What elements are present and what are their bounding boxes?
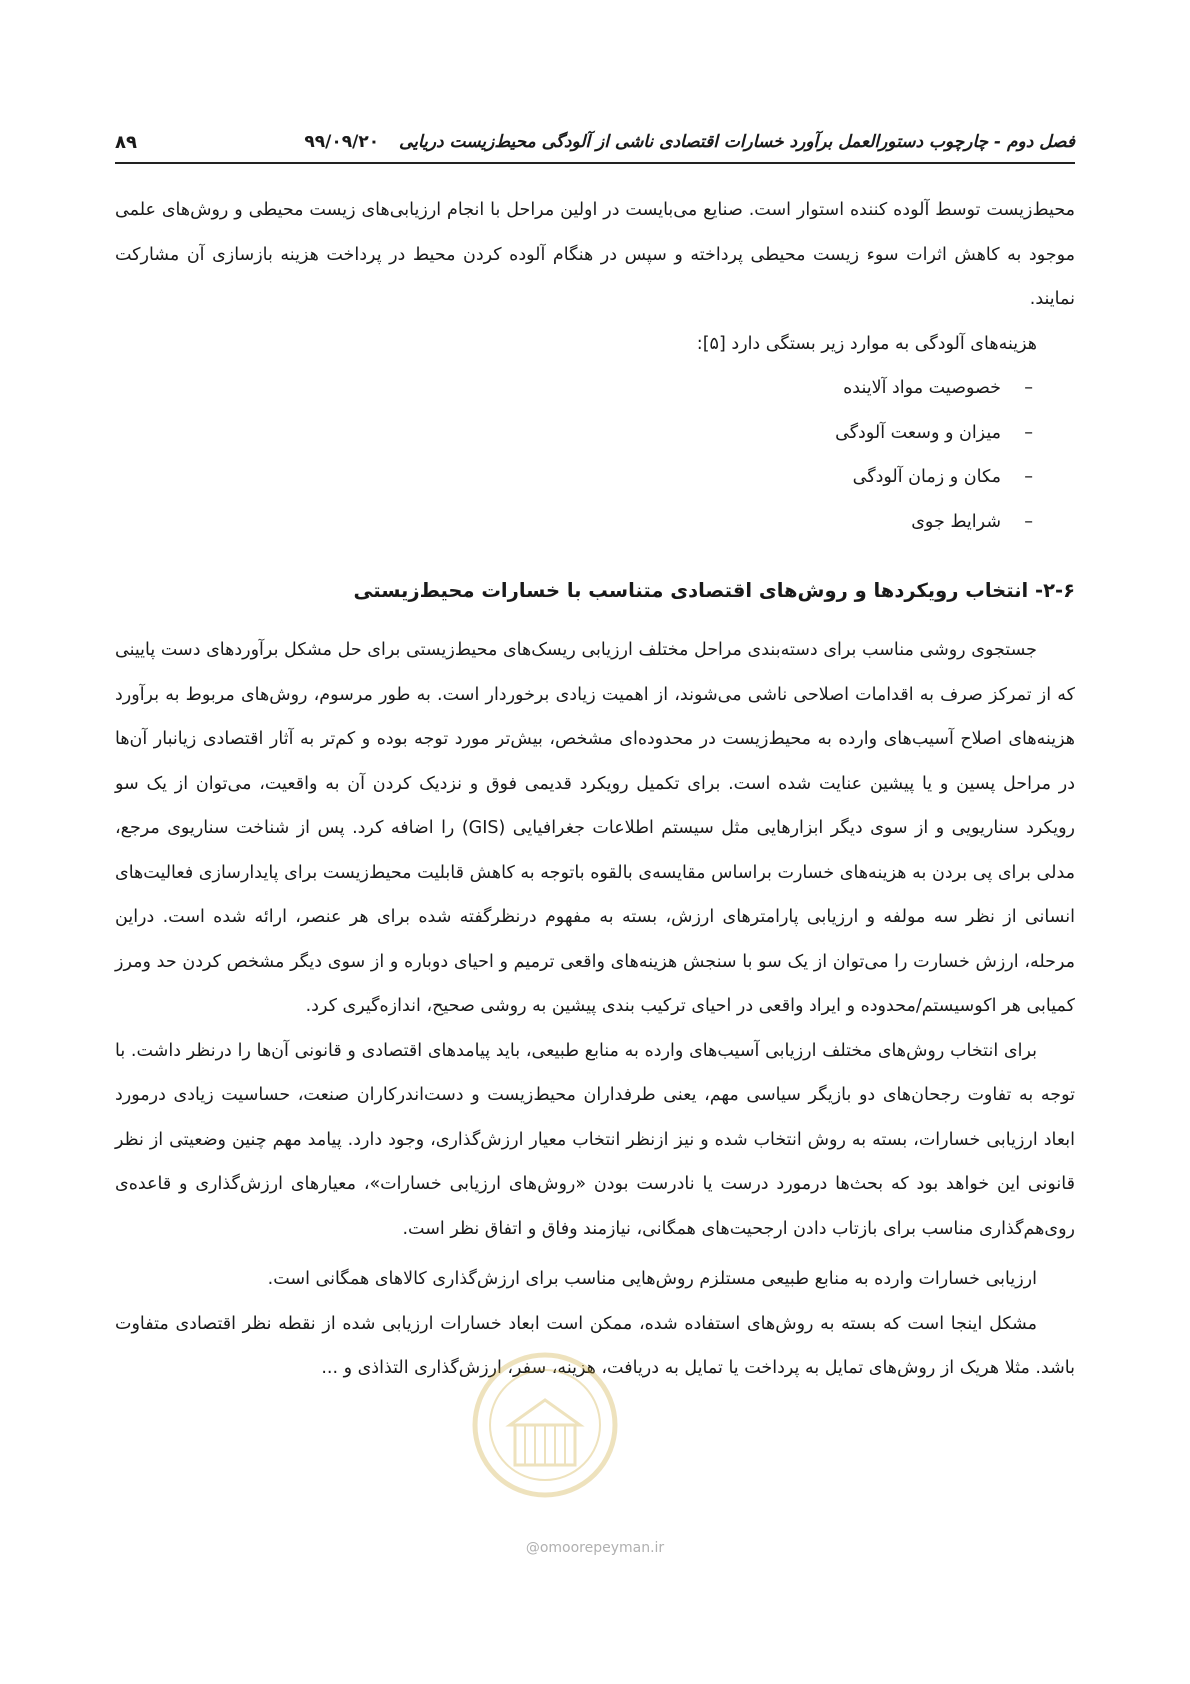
list-item bbox=[115, 366, 1033, 411]
list-item-text: مکان و زمان آلودگی bbox=[852, 467, 1001, 487]
list-lead: هزینه‌های آلودگی به موارد زیر بستگی دارد [۵]: bbox=[696, 333, 1037, 354]
section-heading: ۲-۶- انتخاب رویکردها و روش‌های اقتصادی متناسب با خسارات محیط‌زیستی bbox=[353, 579, 1075, 602]
body-paragraph: برای انتخاب روش‌های مختلف ارزیابی آسیب‌های وارده به منابع طبیعی، باید پیامدهای اقتصادی و قانونی آن‌ها را درنظر داشت. با توجه به تفاوت رجحان‌های دو بازیگر سیاسی مهم، یعنی طرفداران محیط‌زیست و دست‌اندرکاران صنعت، حساسیت زیادی درمورد ابعاد ارزیابی خسارات، بسته به روش انتخاب شده و نیز ازنظر انتخاب معیار ارزش‌گذاری، وجود دارد. پیامد مهم چنین وضعیتی از نظر قانونی این خواهد بود که بحث‌ها درمورد درست یا نادرست بودن «روش‌های ارزیابی خسارات»، معیارهای ارزش‌گذاری و قاعده‌ی روی‌هم‌گذاری مناسب برای بازتاب دادن ارجحیت‌های همگانی، نیازمند وفاق و اتفاق نظر است. bbox=[115, 1040, 1075, 1239]
watermark-url: @omoorepeyman.ir bbox=[525, 1540, 665, 1556]
cost-factor-list bbox=[115, 366, 1075, 544]
seal-watermark-icon bbox=[455, 1330, 635, 1530]
list-item bbox=[115, 411, 1033, 456]
chapter-title bbox=[304, 132, 1075, 152]
bullet-dash: – bbox=[1024, 422, 1033, 443]
list-item bbox=[115, 455, 1033, 500]
bullet-dash: – bbox=[1024, 467, 1033, 487]
body-paragraph: مشکل اینجا است که بسته به روش‌های استفاده شده، ممکن است ابعاد خسارات ارزیابی شده از نقطه نظر اقتصادی متفاوت باشد. مثلا هریک از روش‌های تمایل به پرداخت یا تمایل به دریافت، هزینه، سفر، ارزش‌گذاری التذاذی و ... bbox=[115, 1313, 1075, 1378]
page-number: ۸۹ bbox=[115, 132, 137, 153]
list-item-text: شرایط جوی bbox=[911, 511, 1001, 532]
body-paragraph: ارزیابی خسارات وارده به منابع طبیعی مستلزم روش‌هایی مناسب برای ارزش‌گذاری کالاهای همگانی است. bbox=[267, 1269, 1037, 1289]
chapter-title-text: فصل دوم - چارچوب دستورالعمل برآورد خسارات اقتصادی ناشی از آلودگی محیط‌زیست دریایی bbox=[399, 132, 1075, 152]
list-item-text: میزان و وسعت آلودگی bbox=[835, 422, 1001, 443]
bullet-dash: – bbox=[1024, 378, 1033, 398]
intro-paragraph: محیط‌زیست توسط آلوده کننده استوار است. صنایع می‌بایست در اولین مراحل با انجام ارزیابی‌های زیست محیطی و روش‌های علمی موجود به کاهش اثرات سوء زیست محیطی پرداخته و سپس در هنگام آلوده کردن محیط در پرداخت هزینه بازسازی آن مشارکت نمایند. bbox=[115, 200, 1075, 309]
header-date: ۹۹/۰۹/۲۰ bbox=[304, 132, 380, 152]
bullet-dash: – bbox=[1024, 511, 1033, 532]
list-item-text: خصوصیت مواد آلاینده bbox=[843, 378, 1001, 398]
running-header bbox=[115, 128, 1075, 164]
page-content bbox=[115, 188, 1075, 1391]
body-paragraph: جستجوی روشی مناسب برای دسته‌بندی مراحل مختلف ارزیابی ریسک‌های محیط‌زیستی برای حل مشکل برآوردهای دست پایینی که از تمرکز صرف به اقدامات اصلاحی ناشی می‌شوند، از اهمیت زیادی برخوردار است. به طور مرسوم، روش‌های مربوط به برآورد هزینه‌های اصلاح آسیب‌های وارده به محیط‌زیست در محدوده‌ای مشخص، بیش‌تر مورد توجه بوده و کم‌تر به آثار اقتصادی زیانبار آن‌ها در مراحل پسین و یا پیشین عنایت شده است. برای تکمیل رویکرد قدیمی فوق و نزدیک کردن آن به واقعیت، می‌توان از یک سو رویکرد سناریویی و از سوی دیگر ابزارهایی مثل سیستم اطلاعات جغرافیایی (GIS) را اضافه کرد. پس از شناخت سناریوی مرجع، مدلی برای پی بردن به هزینه‌های خسارت براساس مقایسه‌ی بالقوه باتوجه به کاهش قابلیت محیط‌زیست برای پایدارسازی فعالیت‌های انسانی از نظر سه مولفه و ارزیابی پارامترهای ارزش، بسته به مفهوم درنظرگفته شده برای هر عنصر، ارائه شده است. دراین مرحله، ارزش خسارت را می‌توان از یک سو با سنجش هزینه‌های واقعی ترمیم و احیای دوباره و از سوی دیگر مشخص کردن حد ومرز کمیابی هر اکوسیستم/محدوده و ایراد واقعی در احیای ترکیب بندی پیشین به روشی صحیح، اندازه‌گیری کرد. bbox=[115, 640, 1075, 1016]
list-item bbox=[115, 500, 1033, 545]
